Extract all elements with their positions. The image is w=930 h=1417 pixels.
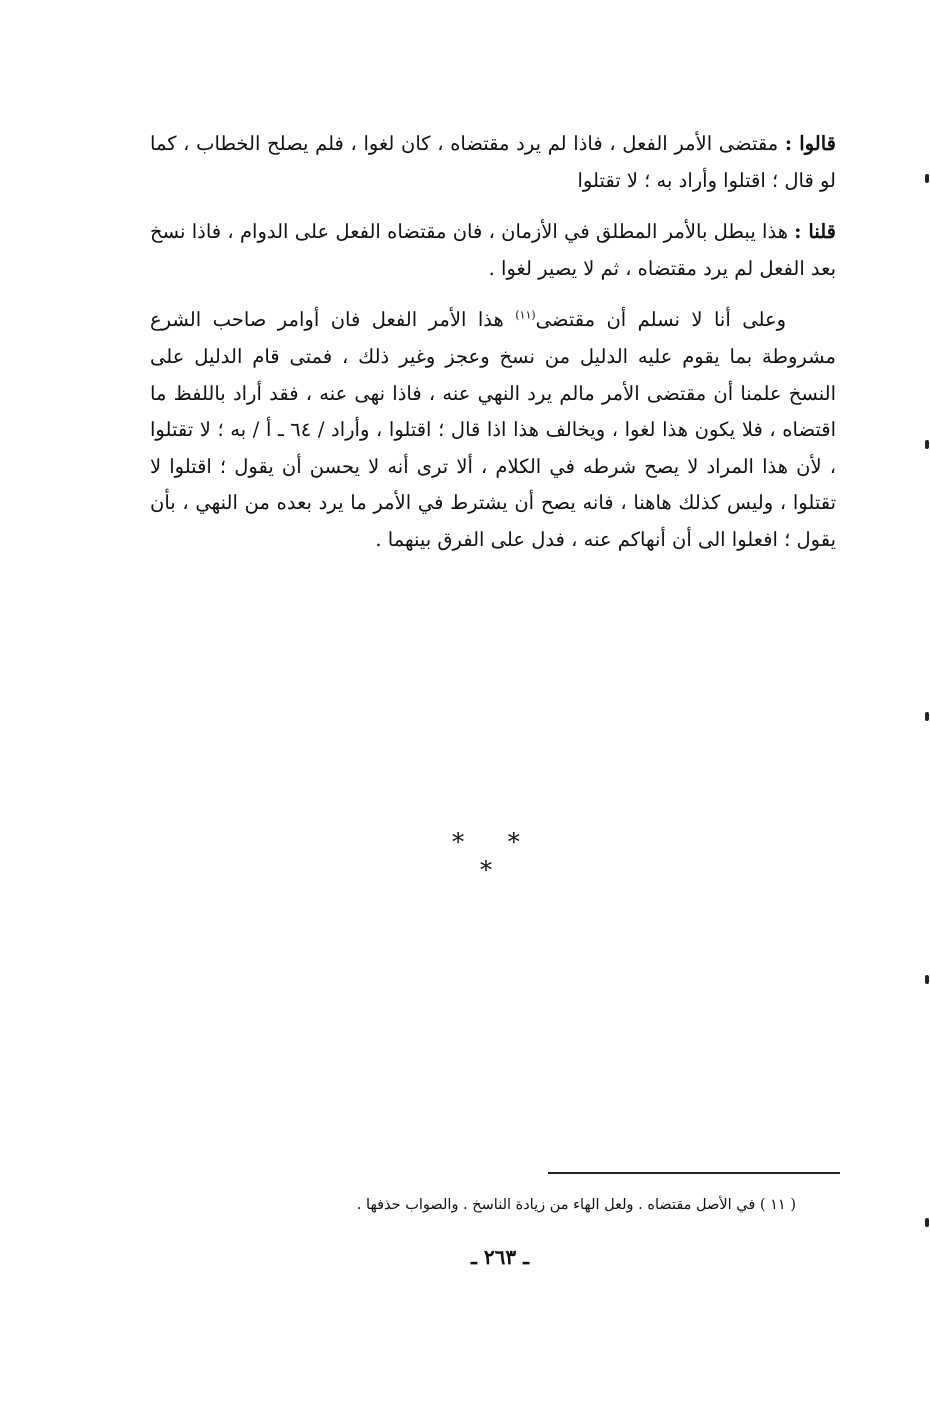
footnote-reference: (١١) <box>515 308 536 322</box>
footnote: ( ١١ ) في الأصل مقتضاه . ولعل الهاء من زيادة الناسخ . والصواب حذفها . <box>356 1197 796 1213</box>
page-number: ـ ٢٦٣ ـ <box>471 1245 529 1269</box>
section-separator: * * * <box>452 828 538 884</box>
paragraph-lead: قلنا : <box>794 220 836 244</box>
paragraph-qalu <box>150 126 836 199</box>
scan-margin-mark <box>925 440 929 449</box>
paragraph-wa-ala <box>150 302 836 558</box>
scan-margin-mark <box>925 975 929 984</box>
footnote-divider <box>548 1172 840 1174</box>
paragraph-text-rest: هذا الأمر الفعل فان أوامر صاحب الشرع مشروطة بما يقوم عليه الدليل من نسخ وعجز وغير ذلك ، فمتى قام الدليل على النسخ علمنا أن مقتضى الأمر مالم يرد النهي عنه ، فاذا نهى عنه ، فقد أراد باللفظ ما اقتضاه ، فلا يكون هذا لغوا ، ويخالف هذا اذا قال ؛ اقتلوا ، وأراد / ٦٤ ـ أ / به ؛ لا تقتلوا ، لأن هذا المراد لا يصح شرطه في الكلام ، ألا ترى أنه لا يحسن أن يقول ؛ اقتلوا لا تقتلوا ، وليس كذلك هاهنا ، فانه يصح أن يشترط في الأمر ما يرد بعده من النهي ، بأن يقول ؛ افعلوا الى أن أنهاكم عنه ، فدل على الفرق بينهما . <box>150 308 836 551</box>
scan-margin-mark <box>925 712 929 721</box>
paragraph-lead: قالوا : <box>784 132 836 155</box>
scan-margin-mark <box>925 1218 929 1227</box>
paragraph-text-start: وعلى أنا لا نسلم أن مقتضى <box>535 308 787 332</box>
paragraph-text: هذا يبطل بالأمر المطلق في الأزمان ، فان مقتضاه الفعل على الدوام ، فاذا نسخ بعد الفعل لم يرد مقتضاه ، ثم لا يصير لغوا . <box>150 220 836 280</box>
main-text <box>150 126 836 574</box>
scan-margin-mark <box>925 174 929 183</box>
paragraph-qulna <box>150 214 836 287</box>
paragraph-text: مقتضى الأمر الفعل ، فاذا لم يرد مقتضاه ، كان لغوا ، فلم يصلح الخطاب ، كما لو قال ؛ اقتلوا وأراد به ؛ لا تقتلوا <box>150 132 836 192</box>
